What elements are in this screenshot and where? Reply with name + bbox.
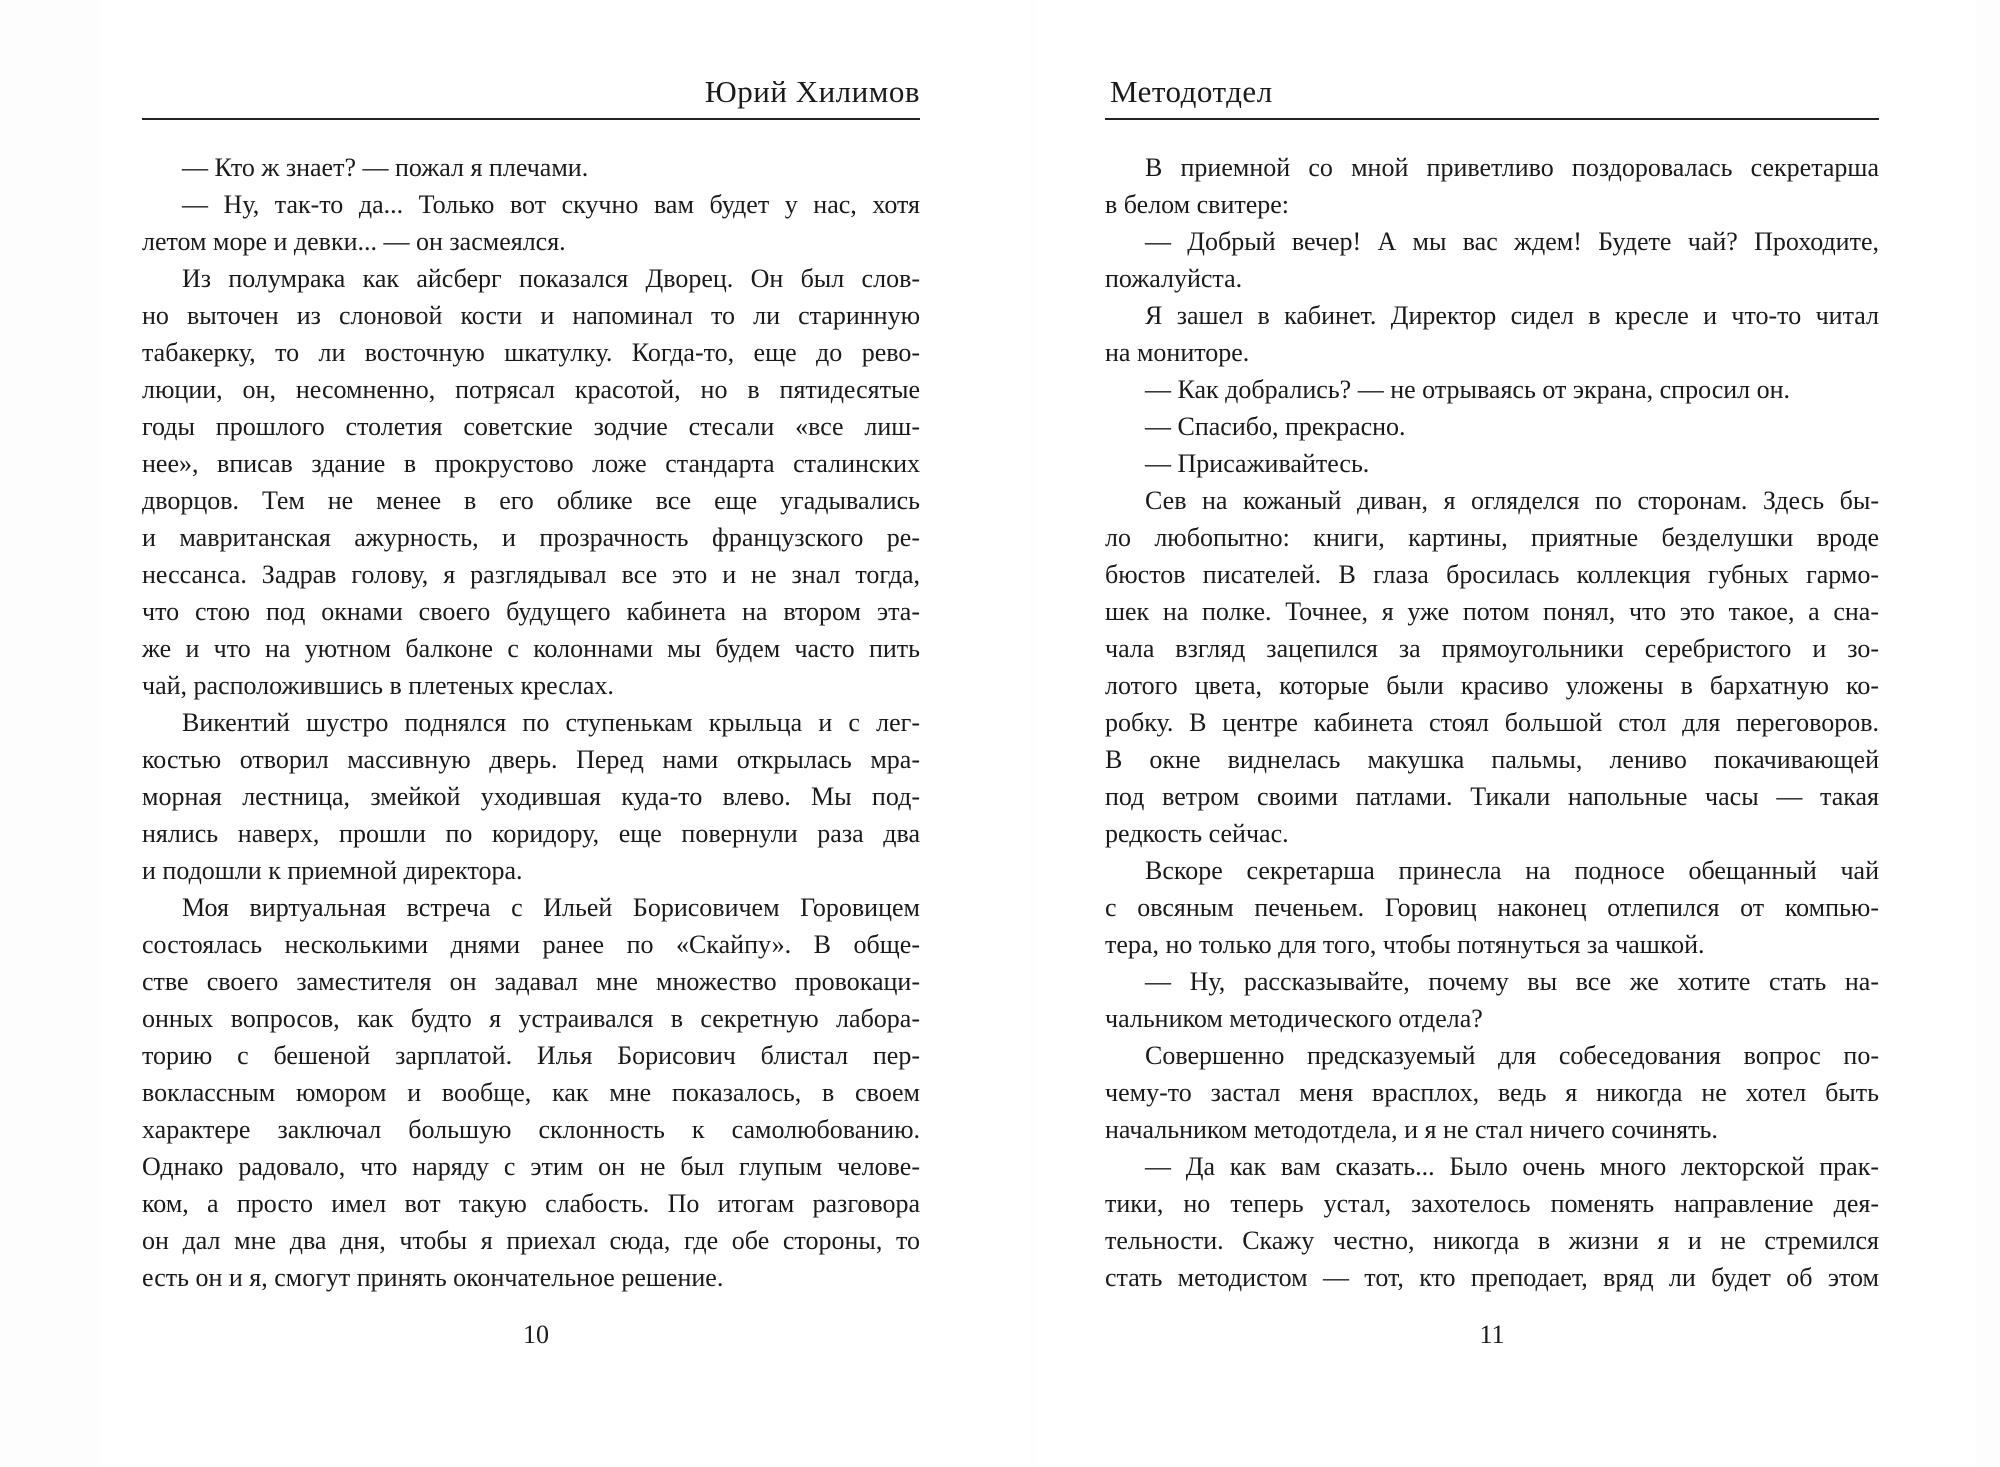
text-line: — Кто ж знает? — пожал я плечами. [182, 153, 589, 182]
text-line: морная лестница, змейкой уходившая куда-то влево. Мы под- [142, 782, 920, 811]
running-head-title: Методотдел [1110, 74, 1273, 109]
text-line: он дал мне два дня, чтобы я приехал сюда, где обе стороны, то [142, 1226, 920, 1255]
text-line: Я зашел в кабинет. Директор сидел в кресле и что-то читал [1145, 301, 1879, 330]
text-line: пожалуйста. [1105, 264, 1243, 293]
text-line: и подошли к приемной директора. [142, 856, 523, 885]
text-line: чальником методического отдела? [1105, 1004, 1483, 1033]
text-line: Однако радовало, что наряду с этим он не был глупым челове- [142, 1152, 920, 1181]
text-line: летом море и девки... — он засмеялся. [142, 227, 566, 256]
text-line: онных вопросов, как будто я устраивался в секретную лабора- [142, 1004, 920, 1033]
text-line: Вскоре секретарша принесла на подносе обещанный чай [1145, 856, 1879, 885]
text-line: — Как добрались? — не отрываясь от экрана, спросил он. [1145, 375, 1791, 404]
page-body-text [142, 149, 920, 1296]
text-line: начальником методотдела, и я не стал ничего сочинять. [1105, 1115, 1718, 1144]
running-head-author: Юрий Хилимов [704, 74, 920, 109]
right-page [1036, 0, 1976, 1467]
text-line: но выточен из слоновой кости и напоминал то ли старинную [142, 301, 920, 330]
text-line: характере заключал большую склонность к самолюбованию. [142, 1115, 920, 1144]
text-line: — Присаживайтесь. [1145, 449, 1370, 478]
text-line: — Ну, рассказывайте, почему вы все же хотите стать на- [1145, 967, 1879, 996]
text-line: чала взгляд зацепился за прямоугольники серебристого и зо- [1105, 634, 1879, 663]
text-line: тики, но теперь устал, захотелось поменять направление дея- [1105, 1189, 1879, 1218]
text-line: в белом свитере: [1105, 190, 1290, 219]
text-line: В приемной со мной приветливо поздоровалась секретарша [1145, 153, 1879, 182]
text-line: воклассным юмором и вообще, как мне показалось, в своем [142, 1078, 920, 1107]
header-rule [142, 118, 920, 120]
text-line: с овсяным печеньем. Горовиц наконец отлепился от компью- [1105, 893, 1879, 922]
text-line: нее», вписав здание в прокрустово ложе стандарта сталинских [142, 449, 920, 478]
text-line: робку. В центре кабинета стоял большой стол для переговоров. [1105, 708, 1879, 737]
text-line: что стою под окнами своего будущего кабинета на втором эта- [142, 597, 920, 626]
text-line: бюстов писателей. В глаза бросилась коллекция губных гармо- [1105, 560, 1879, 589]
text-line: под ветром своими патлами. Тикали напольные часы — такая [1105, 782, 1879, 811]
text-line: нялись наверх, прошли по коридору, еще повернули раза два [142, 819, 920, 848]
text-line: — Спасибо, прекрасно. [1145, 412, 1406, 441]
text-line: — Ну, так-то да... Только вот скучно вам будет у нас, хотя [182, 190, 920, 219]
header-rule [1105, 118, 1879, 120]
text-line: торию с бешеной зарплатой. Илья Борисович блистал пер- [142, 1041, 920, 1070]
page-number: 10 [523, 1320, 549, 1349]
text-line: табакерку, то ли восточную шкатулку. Когда-то, еще до рево- [142, 338, 920, 367]
text-line: годы прошлого столетия советские зодчие стесали «все лиш- [142, 412, 920, 441]
text-line: стве своего заместителя он задавал мне множество провокаци- [142, 967, 920, 996]
text-line: же и что на уютном балконе с колоннами мы будем часто пить [142, 634, 920, 663]
page-body-text [1105, 149, 1879, 1296]
text-line: чему-то застал меня врасплох, ведь я никогда не хотел быть [1105, 1078, 1879, 1107]
text-line: В окне виднелась макушка пальмы, лениво покачивающей [1105, 745, 1879, 774]
text-line: Викентий шустро поднялся по ступенькам крыльца и с лег- [182, 708, 920, 737]
text-line: Моя виртуальная встреча с Ильей Борисовичем Горовицем [182, 893, 920, 922]
text-line: состоялась несколькими днями ранее по «Скайпу». В обще- [142, 930, 920, 959]
text-line: дворцов. Тем не менее в его облике все еще угадывались [142, 486, 920, 515]
text-line: Из полумрака как айсберг показался Дворец. Он был слов- [182, 264, 920, 293]
text-line: лотого цвета, которые были красиво уложены в бархатную ко- [1105, 671, 1879, 700]
text-line: стать методистом — тот, кто преподает, вряд ли будет об этом [1105, 1263, 1879, 1292]
text-line: ком, а просто имел вот такую слабость. По итогам разговора [142, 1189, 920, 1218]
text-line: чай, расположившись в плетеных креслах. [142, 671, 614, 700]
text-line: — Да как вам сказать... Было очень много лекторской прак- [1145, 1152, 1879, 1181]
left-page [100, 0, 1030, 1467]
text-line: Сев на кожаный диван, я огляделся по сторонам. Здесь бы- [1145, 486, 1879, 515]
text-line: есть он и я, смогут принять окончательное решение. [142, 1263, 724, 1292]
text-line: тера, но только для того, чтобы потянуться за чашкой. [1105, 930, 1705, 959]
page-number: 11 [1479, 1320, 1505, 1349]
text-line: костью отворил массивную дверь. Перед нами открылась мра- [142, 745, 920, 774]
text-line: на мониторе. [1105, 338, 1250, 367]
text-line: тельности. Скажу честно, никогда в жизни я и не стремился [1105, 1226, 1879, 1255]
text-line: редкость сейчас. [1105, 819, 1289, 848]
text-line: и мавританская ажурность, и прозрачность французского ре- [142, 523, 920, 552]
text-line: люции, он, несомненно, потрясал красотой, но в пятидесятые [142, 375, 920, 404]
text-line: Совершенно предсказуемый для собеседования вопрос по- [1145, 1041, 1879, 1070]
text-line: шек на полке. Точнее, я уже потом понял, что это такое, а сна- [1105, 597, 1879, 626]
text-line: — Добрый вечер! А мы вас ждем! Будете чай? Проходите, [1145, 227, 1879, 256]
text-line: нессанса. Задрав голову, я разглядывал все это и не знал тогда, [142, 560, 920, 589]
text-line: ло любопытно: книги, картины, приятные безделушки вроде [1105, 523, 1879, 552]
